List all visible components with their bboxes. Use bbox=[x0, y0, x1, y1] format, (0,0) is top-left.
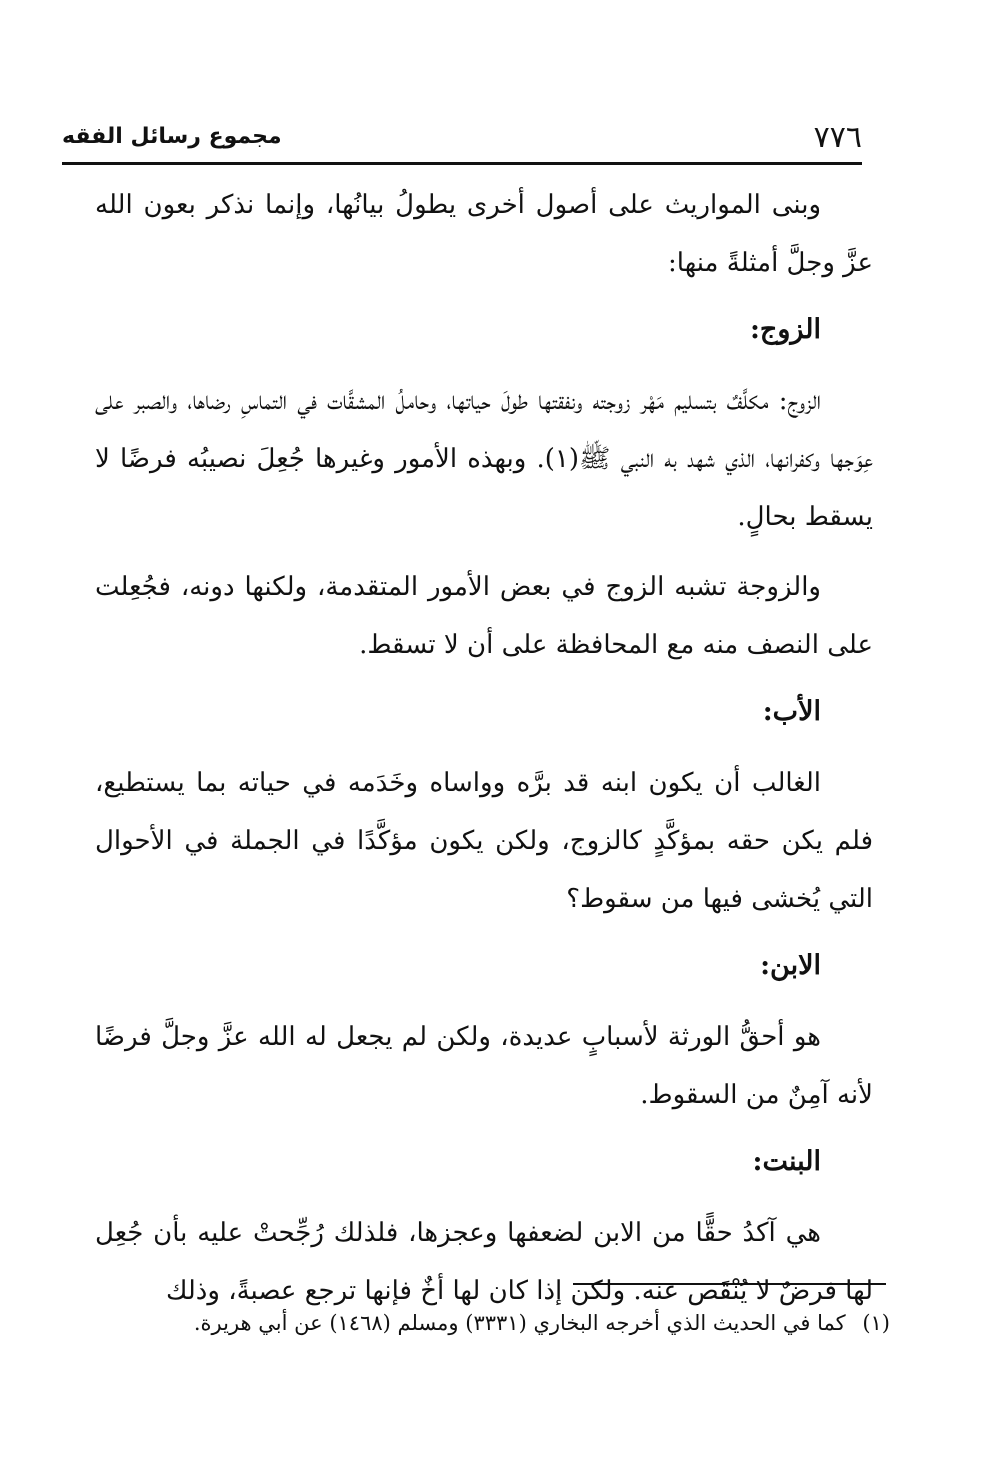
page-header bbox=[62, 118, 862, 158]
main-text bbox=[95, 176, 873, 1332]
section-heading: الأب: bbox=[762, 696, 821, 727]
section-heading: البنت: bbox=[752, 1146, 821, 1177]
section-son bbox=[95, 946, 873, 1124]
paragraph: الزوج: مكلَّفٌ بتسليم مَهْر زوجته ونفقتها طولَ حياتها، وحاملُ المشقَّات في التماسِ رضاها، والصبر على عِوَجها وكفرانها، الذي شهد به النبي ﷺ(١). وبهذه الأمور وغيرها جُعِلَ نصيبُه فرضًا لا يسقط بحالٍ. bbox=[95, 386, 874, 532]
footnote bbox=[95, 1305, 890, 1341]
paragraph: هي آكدُ حقًّا من الابن لضعفها وعجزها، فلذلك رُجِّحتْ عليه بأن جُعِل لها فرضٌ لا يُنْقَص عنه. ولكن إذا كان لها أخٌ فإنها ترجع عصبةً، وذلك bbox=[95, 1218, 873, 1306]
section-heading: الابن: bbox=[760, 950, 821, 981]
header-rule bbox=[62, 162, 862, 165]
section-daughter bbox=[95, 1142, 873, 1320]
paragraph: هو أحقُّ الورثة لأسبابٍ عديدة، ولكن لم يجعل له الله عزَّ وجلَّ فرضًا لأنه آمِنٌ من السقوط. bbox=[95, 1022, 873, 1110]
paragraph: والزوجة تشبه الزوج في بعض الأمور المتقدمة، ولكنها دونه، فجُعِلت على النصف منه مع المحافظة على أن لا تسقط. bbox=[95, 572, 873, 660]
footnote-marker: (١) bbox=[862, 1311, 890, 1335]
page-number: ٧٧٦ bbox=[813, 120, 862, 155]
running-title: مجموع رسائل الفقه bbox=[62, 124, 282, 149]
section-father bbox=[95, 692, 873, 928]
footnote-separator bbox=[573, 1283, 886, 1285]
section-husband bbox=[95, 310, 873, 674]
intro-paragraph: وبنى المواريث على أصول أخرى يطولُ بيانُها، وإنما نذكر بعون الله عزَّ وجلَّ أمثلةً منها: bbox=[95, 190, 873, 278]
paragraph: الغالب أن يكون ابنه قد برَّه وواساه وخَدَمه في حياته بما يستطيع، فلم يكن حقه بمؤكَّدٍ كالزوج، ولكن يكون مؤكَّدًا في الجملة في الأحوال التي يُخشى فيها من سقوط؟ bbox=[95, 768, 873, 914]
section-heading: الزوج: bbox=[749, 314, 821, 345]
footnote-text: كما في الحديث الذي أخرجه البخاري (٣٣٣١) ومسلم (١٤٦٨) عن أبي هريرة. bbox=[193, 1311, 846, 1335]
